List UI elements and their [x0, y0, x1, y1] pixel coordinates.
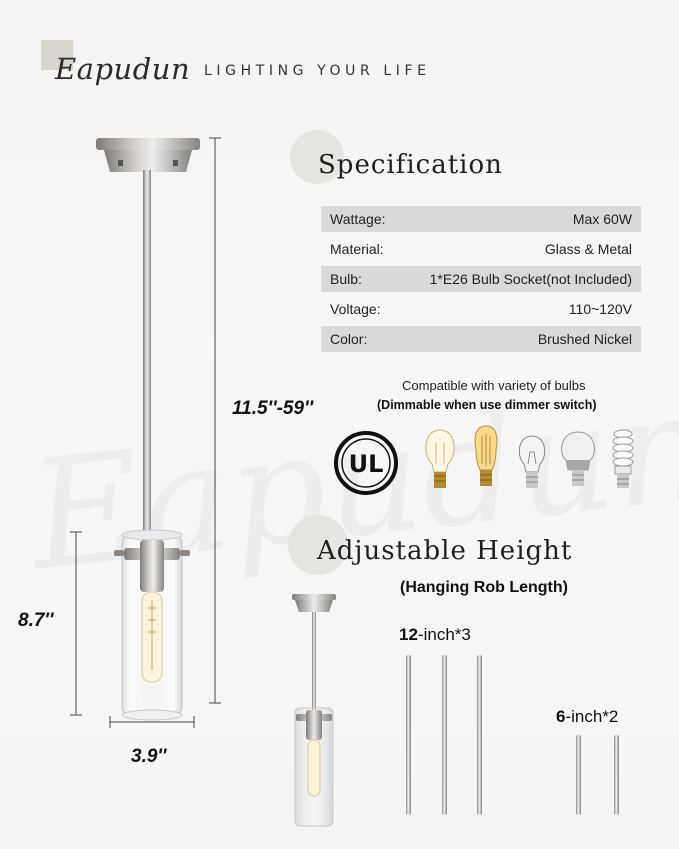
dimmable-note: (Dimmable when use dimmer switch) [377, 398, 597, 412]
spec-label: Wattage: [330, 211, 386, 227]
bulb-types-row [420, 420, 645, 500]
total-height-label: 11.5''-59'' [232, 398, 314, 419]
long-rods-suffix: -inch*3 [417, 625, 471, 644]
spec-row-voltage [321, 296, 641, 322]
incandescent-bulb-icon [519, 436, 544, 488]
ceiling-canopy [96, 138, 200, 172]
spec-row-color [321, 326, 641, 352]
st64-edison-bulb-icon [475, 426, 497, 486]
spec-value: Max 60W [572, 211, 632, 227]
short-rod-2 [614, 735, 619, 815]
short-rods-suffix: -inch*2 [565, 707, 619, 726]
hanging-rod-subtitle: (Hanging Rob Length) [400, 579, 568, 596]
long-rod-3 [477, 655, 482, 815]
specification-title: Specification [318, 150, 503, 180]
short-rods-label [556, 707, 618, 727]
adjustable-height-title: Adjustable Height [317, 536, 573, 566]
ul-mark-text: UL [348, 450, 384, 478]
spec-value: Glass & Metal [544, 241, 632, 257]
shade-height-label: 8.7'' [18, 610, 54, 631]
spec-label: Color: [330, 331, 368, 347]
shade-width-label: 3.9'' [131, 746, 167, 767]
compatibility-text: Compatible with variety of bulbs [402, 378, 586, 393]
pendant-light-illustration [60, 120, 320, 830]
long-rod-1 [406, 655, 411, 815]
ul-certification-icon [333, 430, 399, 496]
long-rod-2 [442, 655, 447, 815]
brand-logo: Eapudun [55, 52, 191, 86]
edison-tube-bulb [142, 592, 162, 682]
edison-a19-bulb-icon [426, 430, 454, 488]
short-rods-qty: 6 [556, 707, 566, 726]
spec-label: Material: [330, 241, 384, 257]
spec-label: Bulb: [330, 271, 362, 287]
cfl-spiral-bulb-icon [613, 430, 633, 488]
hanging-rod [143, 170, 151, 542]
small-pendant-illustration [282, 590, 362, 840]
spec-row-material [321, 236, 641, 262]
spec-value: Brushed Nickel [537, 331, 632, 347]
spec-label: Voltage: [330, 301, 381, 317]
long-rods-qty: 12 [399, 625, 418, 644]
spec-value: 1*E26 Bulb Socket(not Included) [429, 271, 632, 287]
long-rods-label [399, 625, 471, 645]
led-bulb-icon [562, 432, 595, 486]
short-rod-1 [576, 735, 581, 815]
brand-tagline: LIGHTING YOUR LIFE [204, 63, 431, 79]
spec-value: 110~120V [568, 301, 632, 317]
spec-row-bulb [321, 266, 641, 292]
spec-row-wattage [321, 206, 641, 232]
